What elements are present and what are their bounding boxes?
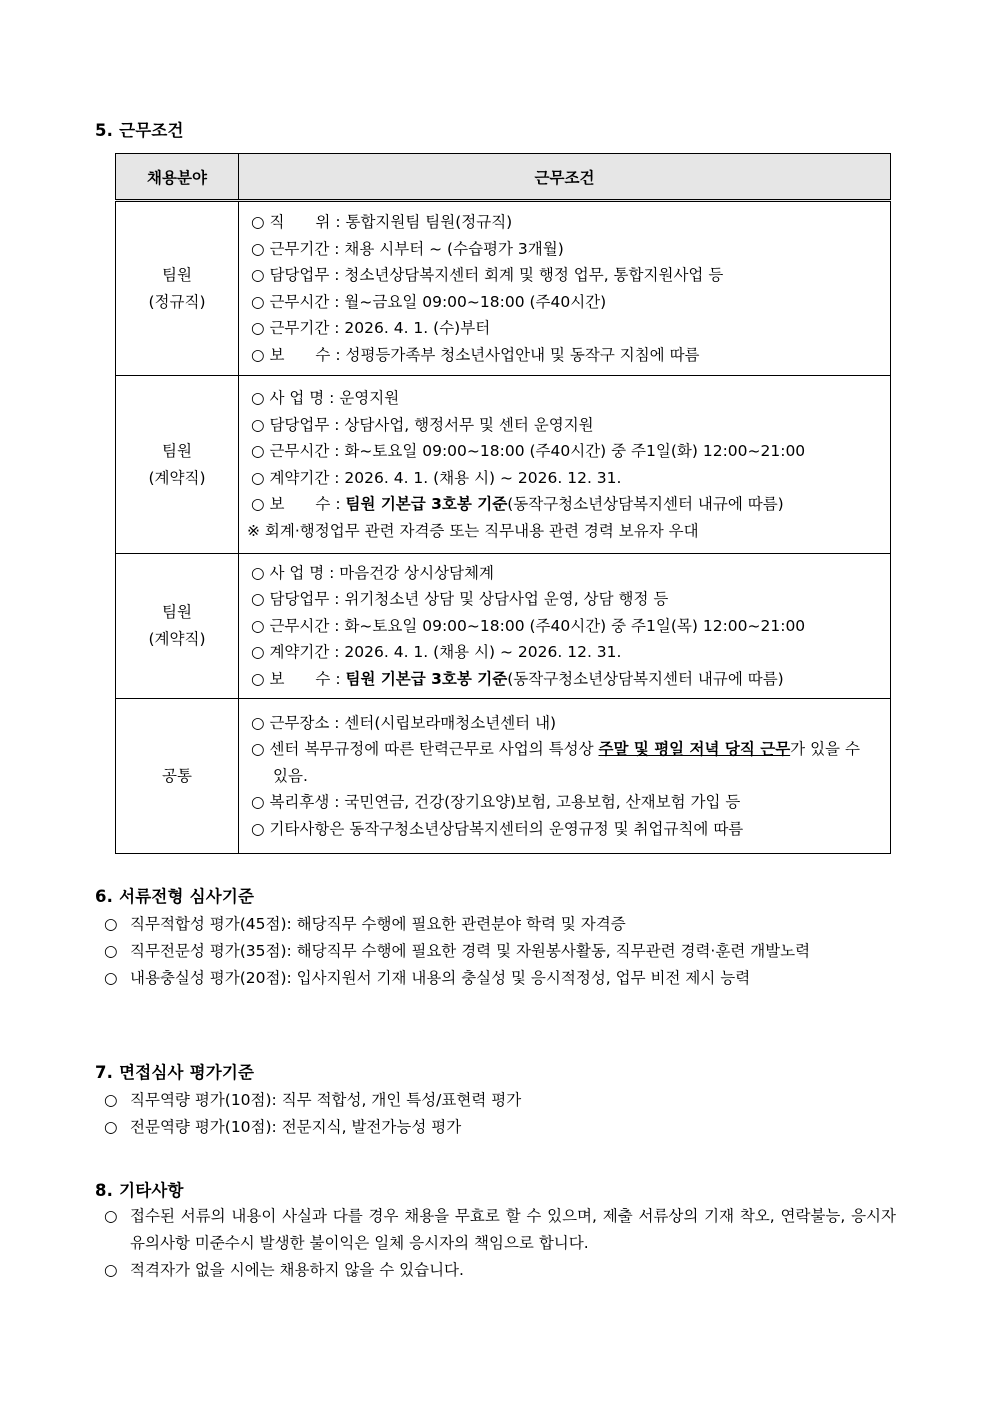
flex-work-line: ○ 센터 복무규정에 따른 탄력근무로 사업의 특성상 주말 및 평일 저녁 당직 근무가 있을 수 있음.	[251, 740, 860, 785]
category-cell: 팀원 (계약직)	[116, 554, 239, 699]
category-cell: 팀원 (정규직)	[116, 201, 239, 376]
conditions-cell: ○ 사 업 명 : 운영지원 ○ 담당업무 : 상담사업, 행정서무 및 센터 운영지원 ○ 근무시간 : 화~토요일 09:00~18:00 (주40시간) 중 주1일(화) 12:00~21:00 ○ 계약기간 : 2026. 4. 1. (채용 시) ~ 2026. 12. 31. ○ 보 수 : 팀원 기본급 3호봉 기준(동작구청소년상담복지센터 내규에 따름) ※ 회계·행정업무 관련 자격증 또는 직무내용 관련 경력 보유자 우대	[239, 376, 891, 554]
section-8-title: 8. 기타사항	[95, 1181, 184, 1200]
list-item: ○ 직무전문성 평가(35점): 해당직무 수행에 필요한 경력 및 자원봉사활동, 직무관련 경력·훈련 개발노력	[104, 942, 811, 960]
table-row	[116, 201, 891, 376]
pay-line: ○ 보 수 : 팀원 기본급 3호봉 기준(동작구청소년상담복지센터 내규에 따름)	[251, 669, 784, 688]
conditions-cell: ○ 사 업 명 : 마음건강 상시상담체계 ○ 담당업무 : 위기청소년 상담 및 상담사업 운영, 상담 행정 등 ○ 근무시간 : 화~토요일 09:00~18:00 (주40시간) 중 주1일(목) 12:00~21:00 ○ 계약기간 : 2026. 4. 1. (채용 시) ~ 2026. 12. 31. ○ 보 수 : 팀원 기본급 3호봉 기준(동작구청소년상담복지센터 내규에 따름)	[239, 554, 891, 699]
conditions-cell: ○ 직 위 : 통합지원팀 팀원(정규직) ○ 근무기간 : 채용 시부터 ~ (수습평가 3개월) ○ 담당업무 : 청소년상담복지센터 회계 및 행정 업무, 통합지원사업 등 ○ 근무시간 : 월~금요일 09:00~18:00 (주40시간) ○ 근무기간 : 2026. 4. 1. (수)부터 ○ 보 수 : 성평등가족부 청소년사업안내 및 동작구 지침에 따름	[239, 201, 891, 376]
category-cell: 팀원 (계약직)	[116, 376, 239, 554]
header-category: 채용분야	[116, 154, 239, 201]
list-item: ○ 적격자가 없을 시에는 채용하지 않을 수 있습니다.	[104, 1261, 464, 1279]
list-item: ○ 내용충실성 평가(20점): 입사지원서 기재 내용의 충실성 및 응시적정성, 업무 비전 제시 능력	[104, 969, 751, 987]
conditions-cell: ○ 근무장소 : 센터(시립보라매청소년센터 내) ○ 센터 복무규정에 따른 탄력근무로 사업의 특성상 주말 및 평일 저녁 당직 근무가 있을 수 있음. ○ 복리후생 : 국민연금, 건강(장기요양)보험, 고용보험, 산재보험 가입 등 ○ 기타사항은 동작구청소년상담복지센터의 운영규정 및 취업규칙에 따름	[239, 699, 891, 854]
section-8-list	[104, 1203, 896, 1284]
list-item: ○ 전문역량 평가(10점): 전문지식, 발전가능성 평가	[104, 1118, 462, 1136]
category-cell: 공통	[116, 699, 239, 854]
section-6-list	[104, 911, 896, 992]
list-item: ○ 접수된 서류의 내용이 사실과 다를 경우 채용을 무효로 할 수 있으며, 제출 서류상의 기재 착오, 연락불능, 응시자 유의사항 미준수시 발생한 불이익은 일체 응시자의 책임으로 합니다.	[104, 1207, 896, 1252]
table-row	[116, 554, 891, 699]
header-conditions: 근무조건	[239, 154, 891, 201]
section-6-title: 6. 서류전형 심사기준	[95, 887, 255, 906]
table-row	[116, 376, 891, 554]
list-item: ○ 직무적합성 평가(45점): 해당직무 수행에 필요한 관련분야 학력 및 자격증	[104, 915, 626, 933]
table-header-row	[116, 154, 891, 201]
note-line: ※ 회계·행정업무 관련 자격증 또는 직무내용 관련 경력 보유자 우대	[247, 521, 699, 540]
list-item: ○ 직무역량 평가(10점): 직무 적합성, 개인 특성/표현력 평가	[104, 1091, 522, 1109]
section-5-title: 5. 근무조건	[95, 121, 184, 140]
pay-line: ○ 보 수 : 팀원 기본급 3호봉 기준(동작구청소년상담복지센터 내규에 따름)	[251, 495, 784, 513]
section-7-title: 7. 면접심사 평가기준	[95, 1063, 255, 1082]
table-row	[116, 699, 891, 854]
section-7-list	[104, 1087, 896, 1141]
work-conditions-table	[115, 153, 891, 854]
